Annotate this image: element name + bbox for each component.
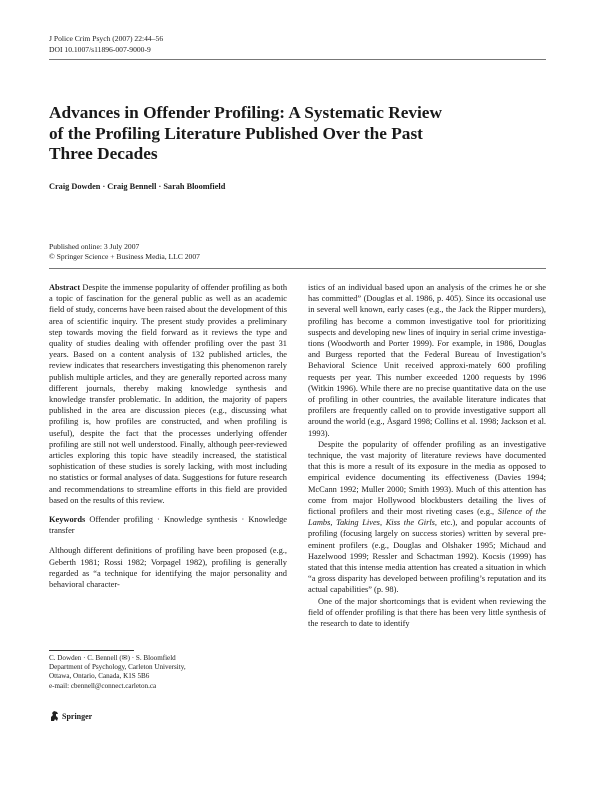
keywords-label: Keywords [49,515,86,525]
publisher-name: Springer [62,711,93,721]
author-affiliation-footnote [49,654,186,691]
abstract-text: Despite the immense popularity of offender profiling as both a topic of fascination for the general public as well as an academic field of study, concerns have been raised about the development of this area of scientific inquiry. The present study provides a preliminary step towards moving the field forward as it reviews the type and quality of studies dealing with offender profiling over the past 31 years. Based on a content analysis of 132 published articles, the review indicates that researchers investigating this phenomenon rarely publish multiple articles, and they are generally reported across many different journals, thereby making knowledge synthesis and knowledge transfer problematic. In addition, the majority of papers published in the area are discussion pieces (e.g., discussing what profiling is, how profiles are constructed, and when profiling is useful), despite the fact that the processes underlying offender profiling are still not well understood. Finally, although peer-reviewed articles exploring this topic have steadily increased, the statistical sophistication of these studies is sorely lacking, with most including no statistics or formal analyses of data. Suggestions for future research and recommendations to streamline efforts in this field are provided based on the results of this review. [49,283,288,505]
paragraph-2-start: Despite the popularity of offender profiling as an investigative technique, the vast majority of literature reviews have documented that this is more a result of its exposure in the media as opposed to empirical evidence documenting its effectiveness (Davies 1994; McCann 1992; Muller 2000; Smith 1993). Much of this attention has come from major Hollywood blockbusters detailing the lives of fictional profilers and their most riveting cases (e.g., [308,439,546,517]
publication-info [49,242,200,262]
title-line-3: Three Decades [49,144,158,163]
paragraph-2 [308,439,546,596]
right-column [308,282,546,629]
abstract-label: Abstract [49,283,81,292]
keywords-text: Offender profiling · Knowledge synthesis · Knowledge transfer [49,515,288,536]
springer-horse-icon [49,710,60,722]
paragraph-3: One of the major shortcomings that is evident when reviewing the field of offender profiling is that there has been very little synthesis of the research to date to identify [308,596,546,629]
title-line-1: Advances in Offender Profiling: A Systematic Review [49,103,442,122]
journal-header [49,34,163,55]
film-silence-of-the-lambs: Silence of the Lambs [308,507,546,528]
keywords [49,514,287,536]
footnote-authors: C. Dowden · C. Bennell (✉) · S. Bloomfield [49,654,176,662]
footnote-department: Department of Psychology, Carleton University, [49,663,186,672]
film-kiss-the-girls: Kiss the Girls [385,518,435,528]
author-list: Craig Dowden · Craig Bennell · Sarah Bloomfield [49,182,226,191]
footnote-rule [49,650,134,651]
separator: , [379,518,386,528]
abstract [49,282,287,506]
footnote-email: e-mail: cbennell@connect.carleton.ca [49,681,157,690]
publisher-footer [49,710,92,722]
article-title [49,103,519,165]
copyright: © Springer Science + Business Media, LLC 2007 [49,252,200,261]
footnote-address: Ottawa, Ontario, Canada, K1S 5B6 [49,672,150,681]
doi: DOI 10.1007/s11896-007-9000-9 [49,44,151,54]
film-taking-lives: Taking Lives [336,518,380,528]
paragraph-1: istics of an individual based upon an analysis of the crimes he or she has committed” (Douglas et al. 1986, p. 405). Since its occasional use in several well known, early cases (e.g., the Jack the Ripper murders), profiling has become a common investigative tool for prioritizing suspects and developing new lines of inquiry in serial crime investiga-tions (Woodworth and Porter 1999). For example, in 1986, Douglas and Burgess reported that the Federal Bureau of Investigation’s Behavioral Science Unit received approxi-mately 600 profiling requests per year. This number exceeded 1200 requests by 1996 (Witkin 1996). While there are no precise quantitative data on the use of profiling in other countries, the available literature indicates that profilers are frequently called on to provide investigative support all around the world (e.g., Åsgard 1998; Collins et al. 1998; Jackson et al. 1993). [308,283,546,438]
paragraph-2-end: , etc.), and popular accounts of profiling (focusing largely on success stories) written by several pre-eminent profilers (e.g., Douglas and Olshaker 1995; Michaud and Hazelwood 1999; Ressler and Schactman 1992). Kocsis (1999) has stated that this intense media attention has created a situation in which “a gross disparity has developed between profiling’s reputation and its actual capabilities” (p. 98). [308,518,547,595]
journal-citation: J Police Crim Psych (2007) 22:44–56 [49,34,164,43]
intro-paragraph: Although different definitions of profiling have been proposed (e.g., Geberth 1981; Rossi 1982; Vorpagel 1982), profiling is generally regarded as “a technique for identifying the major personality and behavioral character- [49,546,287,590]
published-date: Published online: 3 July 2007 [49,242,140,251]
separator: , [330,518,337,528]
header-rule [49,59,546,60]
left-column [49,282,287,590]
pubinfo-rule [49,268,546,269]
title-line-2: of the Profiling Literature Published Over the Past [49,123,423,143]
